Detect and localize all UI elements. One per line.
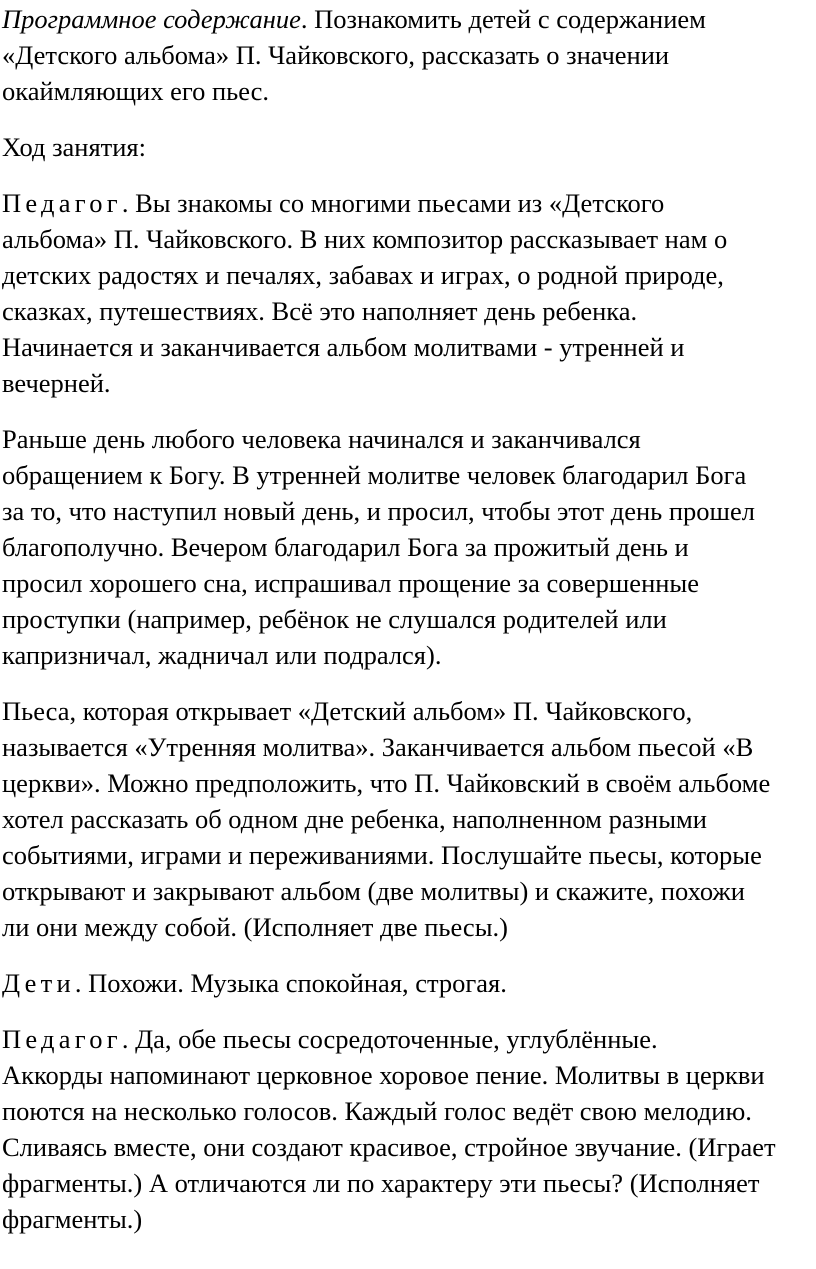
p3-line-3: церкви». Можно предположить, что П. Чайковский в своём альбоме	[2, 768, 771, 798]
intro-line-2: «Детского альбома» П. Чайковского, рассказать о значении	[2, 40, 670, 70]
p1-line-2: альбома» П. Чайковского. В них композитор рассказывает нам о	[2, 224, 728, 254]
p1-line-5: Начинается и заканчивается альбом молитвами - утренней и	[2, 332, 685, 362]
p2-line-4: благополучно. Вечером благодарил Бога за прожитый день и	[2, 532, 689, 562]
p3-line-1: Пьеса, которая открывает «Детский альбом» П. Чайковского,	[2, 696, 693, 726]
intro-paragraph	[2, 1, 816, 109]
p1-line-3: детских радостях и печалях, забавах и играх, о родной природе,	[2, 260, 724, 290]
p1-line-1	[2, 185, 816, 221]
p1-line-4: сказках, путешествиях. Всё это наполняет день ребенка.	[2, 296, 638, 326]
p2-line-2: обращением к Богу. В утренней молитве человек благодарил Бога	[2, 460, 747, 490]
p2-line-1: Раньше день любого человека начинался и заканчивался	[2, 424, 641, 454]
paragraph-2	[2, 421, 816, 673]
intro-line-1	[2, 1, 816, 37]
p3-line-5: событиями, играми и переживаниями. Послушайте пьесы, которые	[2, 840, 762, 870]
speaker-children: Дети	[2, 968, 75, 998]
lesson-heading	[2, 129, 816, 165]
p4-line-1	[2, 965, 816, 1001]
intro-line-3: окаймляющих его пьес.	[2, 76, 270, 106]
teacher-paragraph-1	[2, 185, 816, 401]
p5-line-1-text: . Да, обе пьесы сосредоточенные, углублённые.	[121, 1024, 658, 1054]
paragraph-3	[2, 693, 816, 945]
p5-line-4: Сливаясь вместе, они создают красивое, стройное звучание. (Играет	[2, 1132, 776, 1162]
p2-line-3: за то, что наступил новый день, и просил, чтобы этот день прошел	[2, 496, 755, 526]
p5-line-2: Аккорды напоминают церковное хоровое пение. Молитвы в церкви	[2, 1060, 765, 1090]
p3-line-4: хотел рассказать об одном дне ребенка, наполненном разными	[2, 804, 707, 834]
intro-line-1-text: . Познакомить детей с содержанием	[300, 4, 706, 34]
p1-line-1-text: . Вы знакомы со многими пьесами из «Детского	[121, 188, 665, 218]
program-content-label: Программное содержание	[2, 4, 301, 34]
p3-line-7: ли они между собой. (Исполняет две пьесы.)	[2, 912, 508, 942]
p2-line-7: капризничал, жадничал или подрался).	[2, 640, 442, 670]
p2-line-5: просил хорошего сна, испрашивал прощение за совершенные	[2, 568, 699, 598]
p3-line-2: называется «Утренняя молитва». Заканчивается альбом пьесой «В	[2, 732, 754, 762]
p5-line-5: фрагменты.) А отличаются ли по характеру эти пьесы? (Исполняет	[2, 1168, 760, 1198]
speaker-teacher-2: Педагог	[2, 1024, 122, 1054]
p4-line-1-text: . Похожи. Музыка спокойная, строгая.	[74, 968, 507, 998]
p3-line-6: открывают и закрывают альбом (две молитвы) и скажите, похожи	[2, 876, 745, 906]
p1-line-6: вечерней.	[2, 368, 111, 398]
p5-line-6: фрагменты.)	[2, 1204, 143, 1234]
children-paragraph	[2, 965, 816, 1001]
p5-line-3: поются на несколько голосов. Каждый голос ведёт свою мелодию.	[2, 1096, 752, 1126]
lesson-heading-text: Ход занятия:	[2, 132, 146, 162]
teacher-paragraph-2	[2, 1021, 816, 1237]
p2-line-6: проступки (например, ребёнок не слушался родителей или	[2, 604, 667, 634]
speaker-teacher: Педагог	[2, 188, 122, 218]
p5-line-1	[2, 1021, 816, 1057]
